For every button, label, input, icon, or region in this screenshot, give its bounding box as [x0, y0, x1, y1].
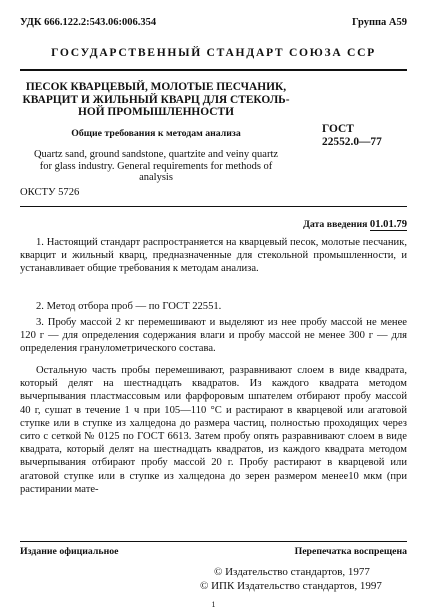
english-title-line: Quartz sand, ground sandstone, quartzite and veiny quartz — [33, 149, 279, 160]
page-number: 1 — [211, 600, 216, 609]
copyright-block — [200, 566, 407, 593]
gost-designation — [322, 123, 382, 149]
document-subtitle: Общие требования к методам анализа — [71, 128, 241, 139]
document-title — [20, 81, 292, 119]
english-title — [20, 149, 292, 184]
english-title-line: for glass industry. General requirements for methods of — [39, 160, 273, 172]
paragraph-4: Остальную часть пробы перемешивают, разравнивают слоем в виде квадрата, который делят на шестнадцать квадратов. Из каждого квадрата методом вычерпывания пластмассовым или фарфоровым шпателем отбирают пробу массой 40 г, сушат в течение 1 ч при 105—110 °С и растирают в кварцевой или агатовой ступке или в ступке из халцедона до размера частиц, полностью проходящих через сито с сеткой № 0125 по ГОСТ 6613. Затем пробу опять разравнивают слоем в виде квадрата, который делят на шестнадцать квадратов, из каждого квадрата методом вычерпывания отбирают пробу массой 20 г. Пробу растирают в кварцевой или агатовой ступке или в ступке из халцедона до зерен размером менее10 мкм (при растирании мате- — [20, 365, 407, 495]
paragraph-1: 1. Настоящий стандарт распространяется на кварцевый песок, молотые песчаник, кварцит и жильный кварц, предназначенные для стекольной промышленности, и устанавливает общие требования к методам анализа. — [20, 237, 407, 275]
title-line: ПЕСОК КВАРЦЕВЫЙ, МОЛОТЫЕ ПЕСЧАНИК, — [25, 81, 287, 93]
okstu-code: ОКСТУ 5726 — [20, 187, 80, 198]
reprint-prohibited-label: Перепечатка воспрещена — [294, 546, 407, 557]
group-code: Группа А59 — [351, 17, 407, 28]
introduction-date-value: 01.01.79 — [369, 219, 407, 230]
introduction-date-label: Дата введения — [303, 219, 368, 230]
paragraph-2: 2. Метод отбора проб — по ГОСТ 22551. — [36, 301, 222, 312]
copyright-line: © Издательство стандартов, 1977 — [214, 566, 370, 578]
english-title-line: analysis — [139, 172, 173, 184]
gost-number: 22552.0—77 — [322, 136, 382, 148]
state-standard-banner: ГОСУДАРСТВЕННЫЙ СТАНДАРТ СОЮЗА ССР — [51, 46, 376, 59]
introduction-date — [303, 219, 407, 230]
gost-label: ГОСТ — [322, 123, 354, 135]
udk-code: УДК 666.122.2:543.06:006.354 — [20, 17, 157, 28]
official-edition-label: Издание официальное — [20, 546, 119, 557]
title-line: КВАРЦИТ И ЖИЛЬНЫЙ КВАРЦ ДЛЯ СТЕКОЛЬ- — [22, 93, 290, 106]
copyright-line: © ИПК Издательство стандартов, 1997 — [200, 579, 382, 592]
paragraph-3: 3. Пробу массой 2 кг перемешивают и выделяют из нее пробу массой не менее 120 г — для определения содержания влаги и пробу массой не менее 300 г — для определения гранулометрического состава. — [20, 317, 407, 355]
footer-rule — [20, 541, 407, 542]
title-line: НОЙ ПРОМЫШЛЕННОСТИ — [78, 106, 234, 119]
banner-rule — [20, 69, 407, 71]
title-rule — [20, 206, 407, 207]
